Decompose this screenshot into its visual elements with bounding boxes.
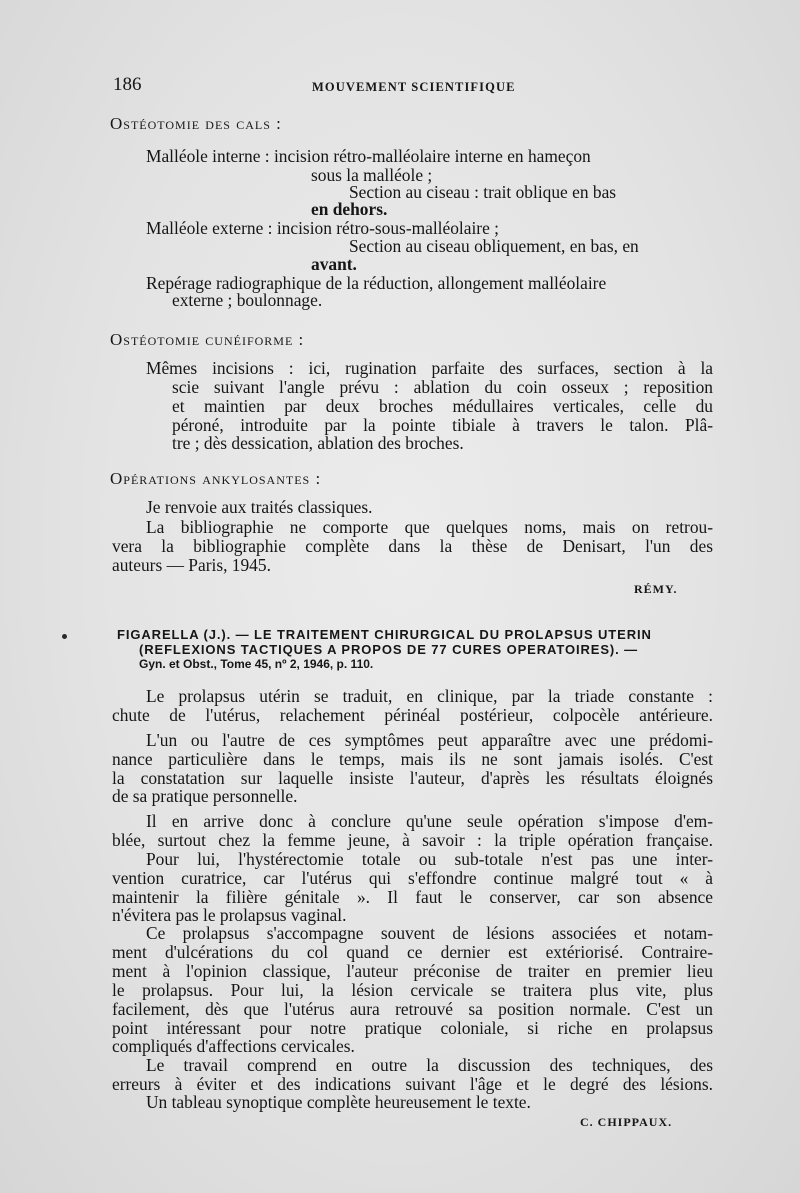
text-line: péroné, introduite par la pointe tibiale à travers le talon. Plâ- — [172, 415, 713, 435]
text-line: externe ; boulonnage. — [172, 290, 323, 310]
margin-dot — [62, 634, 67, 639]
text-line: la constatation sur laquelle insiste l'auteur, d'après les résultats éloignés — [112, 768, 713, 788]
running-title: MOUVEMENT SCIENTIFIQUE — [312, 80, 516, 94]
text-line: Le travail comprend en outre la discussion des techniques, des — [146, 1055, 713, 1075]
text-line: L'un ou l'autre de ces symptômes peut apparaître avec une prédomi- — [146, 730, 713, 750]
signature-chippaux: C. CHIPPAUX. — [580, 1115, 673, 1129]
text-line: le prolapsus. Pour lui, la lésion cervicale se traitera plus vite, plus — [112, 980, 713, 1000]
text-line: erreurs à éviter et des indications suivant l'âge et le degré des lésions. — [112, 1074, 713, 1094]
text-line: vention curatrice, car l'utérus qui s'effondre continue malgré tout « à — [112, 868, 713, 888]
article-citation-title: FIGARELLA (J.). — LE TRAITEMENT CHIRURGICAL DU PROLAPSUS UTERIN — [117, 627, 652, 642]
text-line: maintenir la filière génitale ». Il faut le conserver, car son absence — [112, 887, 713, 907]
text-line: Section au ciseau obliquement, en bas, en — [349, 236, 639, 256]
text-line: auteurs — Paris, 1945. — [112, 555, 271, 575]
text-line: ment d'ulcérations du col quand ce dernier est extériorisé. Contraire- — [112, 942, 713, 962]
text-line: Section au ciseau : trait oblique en bas — [349, 182, 617, 202]
text-line: scie suivant l'angle prévu : ablation du coin osseux ; reposition — [172, 377, 713, 397]
page-number: 186 — [113, 74, 142, 95]
article-citation-source: Gyn. et Obst., Tome 45, nº 2, 1946, p. 110. — [139, 657, 374, 671]
signature-remy: RÉMY. — [634, 582, 678, 596]
text-line: Ce prolapsus s'accompagne souvent de lésions associées et notam- — [146, 923, 713, 943]
text-line: avant. — [311, 254, 357, 274]
text-line: facilement, dès que l'utérus aura retrouvé sa position normale. C'est un — [112, 999, 713, 1019]
text-line: vera la bibliographie complète dans la thèse de Denisart, l'un des — [112, 536, 713, 556]
text-line: Je renvoie aux traités classiques. — [146, 497, 373, 517]
text-line: La bibliographie ne comporte que quelques noms, mais on retrou- — [146, 517, 713, 537]
section-heading-osteotomie-cuneiforme: Ostéotomie cunéiforme : — [110, 330, 305, 349]
text-line: point intéressant pour notre pratique coloniale, si riche en prolapsus — [112, 1018, 713, 1038]
text-line: chute de l'utérus, relachement périnéal postérieur, colpocèle antérieure. — [112, 705, 713, 725]
text-line: de sa pratique personnelle. — [112, 786, 298, 806]
text-line: blée, surtout chez la femme jeune, à savoir : la triple opération française. — [112, 830, 713, 850]
text-line: Pour lui, l'hystérectomie totale ou sub-totale n'est pas une inter- — [146, 849, 713, 869]
text-line: n'évitera pas le prolapsus vaginal. — [112, 905, 347, 925]
text-line: Mêmes incisions : ici, rugination parfaite des surfaces, section à la — [146, 358, 713, 378]
text-line: Il en arrive donc à conclure qu'une seule opération s'impose d'em- — [146, 811, 713, 831]
section-heading-osteotomie-cals: Ostéotomie des cals : — [110, 114, 282, 133]
text-line: Le prolapsus utérin se traduit, en clinique, par la triade constante : — [146, 686, 713, 706]
text-line: sous la malléole ; — [311, 165, 433, 185]
text-line: compliqués d'affections cervicales. — [112, 1036, 355, 1056]
text-line: et maintien par deux broches médullaires verticales, celle du — [172, 396, 713, 416]
text-line: Malléole externe : incision rétro-sous-malléolaire ; — [146, 218, 500, 238]
text-line: Un tableau synoptique complète heureusement le texte. — [146, 1092, 531, 1112]
text-line: tre ; dès dessication, ablation des broches. — [172, 433, 464, 453]
text-line: Malléole interne : incision rétro-malléolaire interne en hameçon — [146, 146, 591, 166]
section-heading-operations-ankylosantes: Opérations ankylosantes : — [110, 469, 322, 488]
text-line: ment à l'opinion classique, l'auteur préconise de traiter en premier lieu — [112, 961, 713, 981]
text-line: Repérage radiographique de la réduction, allongement malléolaire — [146, 273, 607, 293]
text-line: nance particulière dans le temps, mais ils ne sont jamais isolés. C'est — [112, 749, 713, 769]
text-line: en dehors. — [311, 199, 388, 219]
article-citation-subtitle: (REFLEXIONS TACTIQUES A PROPOS DE 77 CURES OPERATOIRES). — — [139, 642, 639, 657]
